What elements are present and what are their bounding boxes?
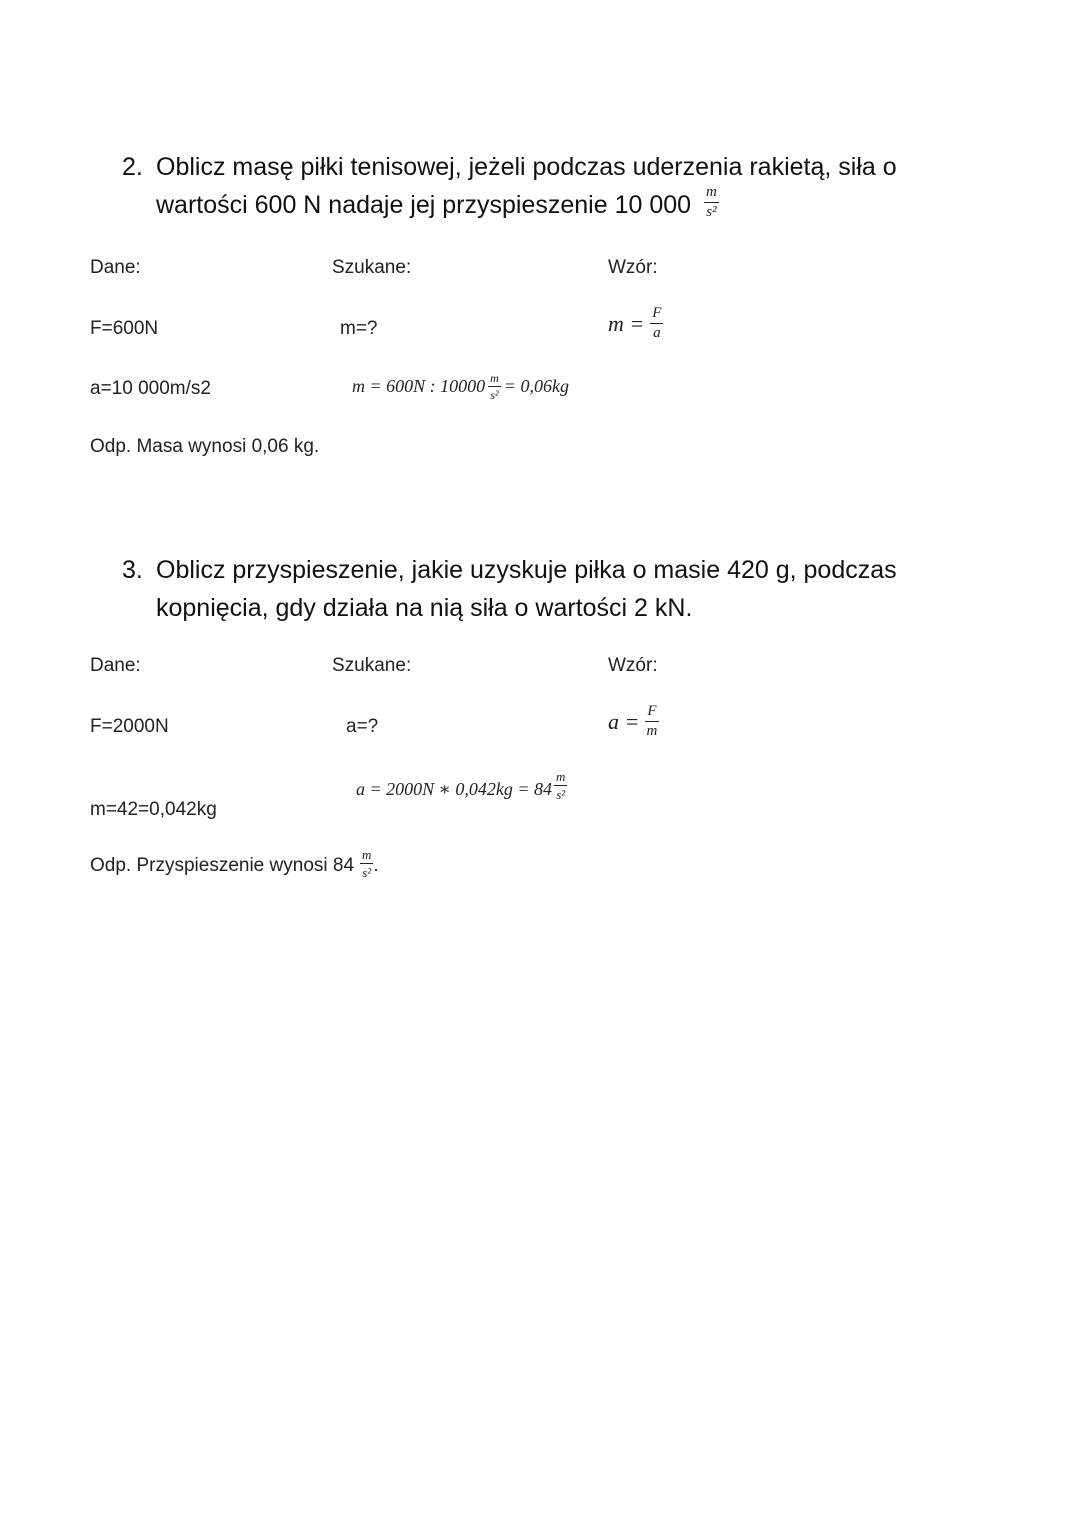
task-3-text-line-2: kopnięcia, gdy działa na nią siła o wartości 2 kN. [156, 594, 693, 622]
task-2-dane-label: Dane: [90, 257, 141, 278]
answer-unit-numerator: m [362, 847, 372, 862]
formula-lhs: m = [608, 310, 645, 336]
task-2-sought-mass: m=? [340, 318, 378, 339]
unit-numerator: m [704, 185, 719, 203]
calc-unit-denominator: s² [556, 787, 566, 802]
formula-numerator: F [650, 306, 663, 324]
task-2-text-line-2-body: wartości 600 N nadaje jej przyspieszenie 10 000 [156, 191, 692, 219]
task-3-dane-label: Dane: [90, 655, 141, 676]
task-3-given-force: F=2000N [90, 716, 169, 737]
calc-unit-denominator: s² [490, 388, 499, 402]
task-2-text-line-2 [156, 183, 719, 224]
answer-end: . [373, 855, 379, 876]
task-3-text-line-1: Oblicz przyspieszenie, jakie uzyskuje piłka o masie 420 g, podczas [156, 556, 897, 584]
calc-right: = 0,06kg [503, 376, 569, 396]
task-2-formula [608, 306, 663, 341]
calc-unit-numerator: m [490, 371, 499, 385]
task-2-number: 2. [122, 153, 143, 181]
unit-denominator: s² [706, 203, 717, 220]
task-2-szukane-label: Szukane: [332, 257, 412, 278]
task-3-sought-acceleration: a=? [346, 716, 379, 737]
answer-unit-denominator: s² [362, 865, 372, 880]
answer-unit [360, 848, 373, 879]
task-2-answer: Odp. Masa wynosi 0,06 kg. [90, 436, 320, 457]
task-3-formula [608, 704, 659, 739]
task-2-wzor-label: Wzór: [608, 257, 658, 278]
calc-unit-numerator: m [556, 769, 566, 784]
task-2-given-acceleration: a=10 000m/s2 [90, 378, 211, 399]
task-2-text-line-1: Oblicz masę piłki tenisowej, jeżeli podczas uderzenia rakietą, siła o [156, 153, 897, 181]
calc-left: m = 600N : 10000 [352, 376, 486, 396]
formula-numerator: F [645, 704, 658, 722]
answer-text: Odp. Przyspieszenie wynosi 84 [90, 855, 355, 876]
formula-lhs: a = [608, 708, 640, 734]
task-3-calculation [356, 770, 567, 801]
calc-left: a = 2000N ∗ 0,042kg = 84 [356, 779, 553, 799]
task-3-szukane-label: Szukane: [332, 655, 412, 676]
formula-denominator: m [646, 723, 658, 739]
task-3-answer [90, 848, 379, 879]
task-3-wzor-label: Wzór: [608, 655, 658, 676]
formula-fraction [650, 306, 663, 341]
formula-fraction [645, 704, 658, 739]
task-3-number: 3. [122, 556, 143, 584]
task-2-acceleration-unit [704, 185, 719, 220]
task-3-given-mass: m=42=0,042kg [90, 799, 217, 820]
calc-unit [488, 372, 501, 401]
task-2-calculation [352, 372, 569, 401]
formula-denominator: a [653, 325, 661, 341]
task-2-given-force: F=600N [90, 318, 159, 339]
calc-unit [554, 770, 567, 801]
